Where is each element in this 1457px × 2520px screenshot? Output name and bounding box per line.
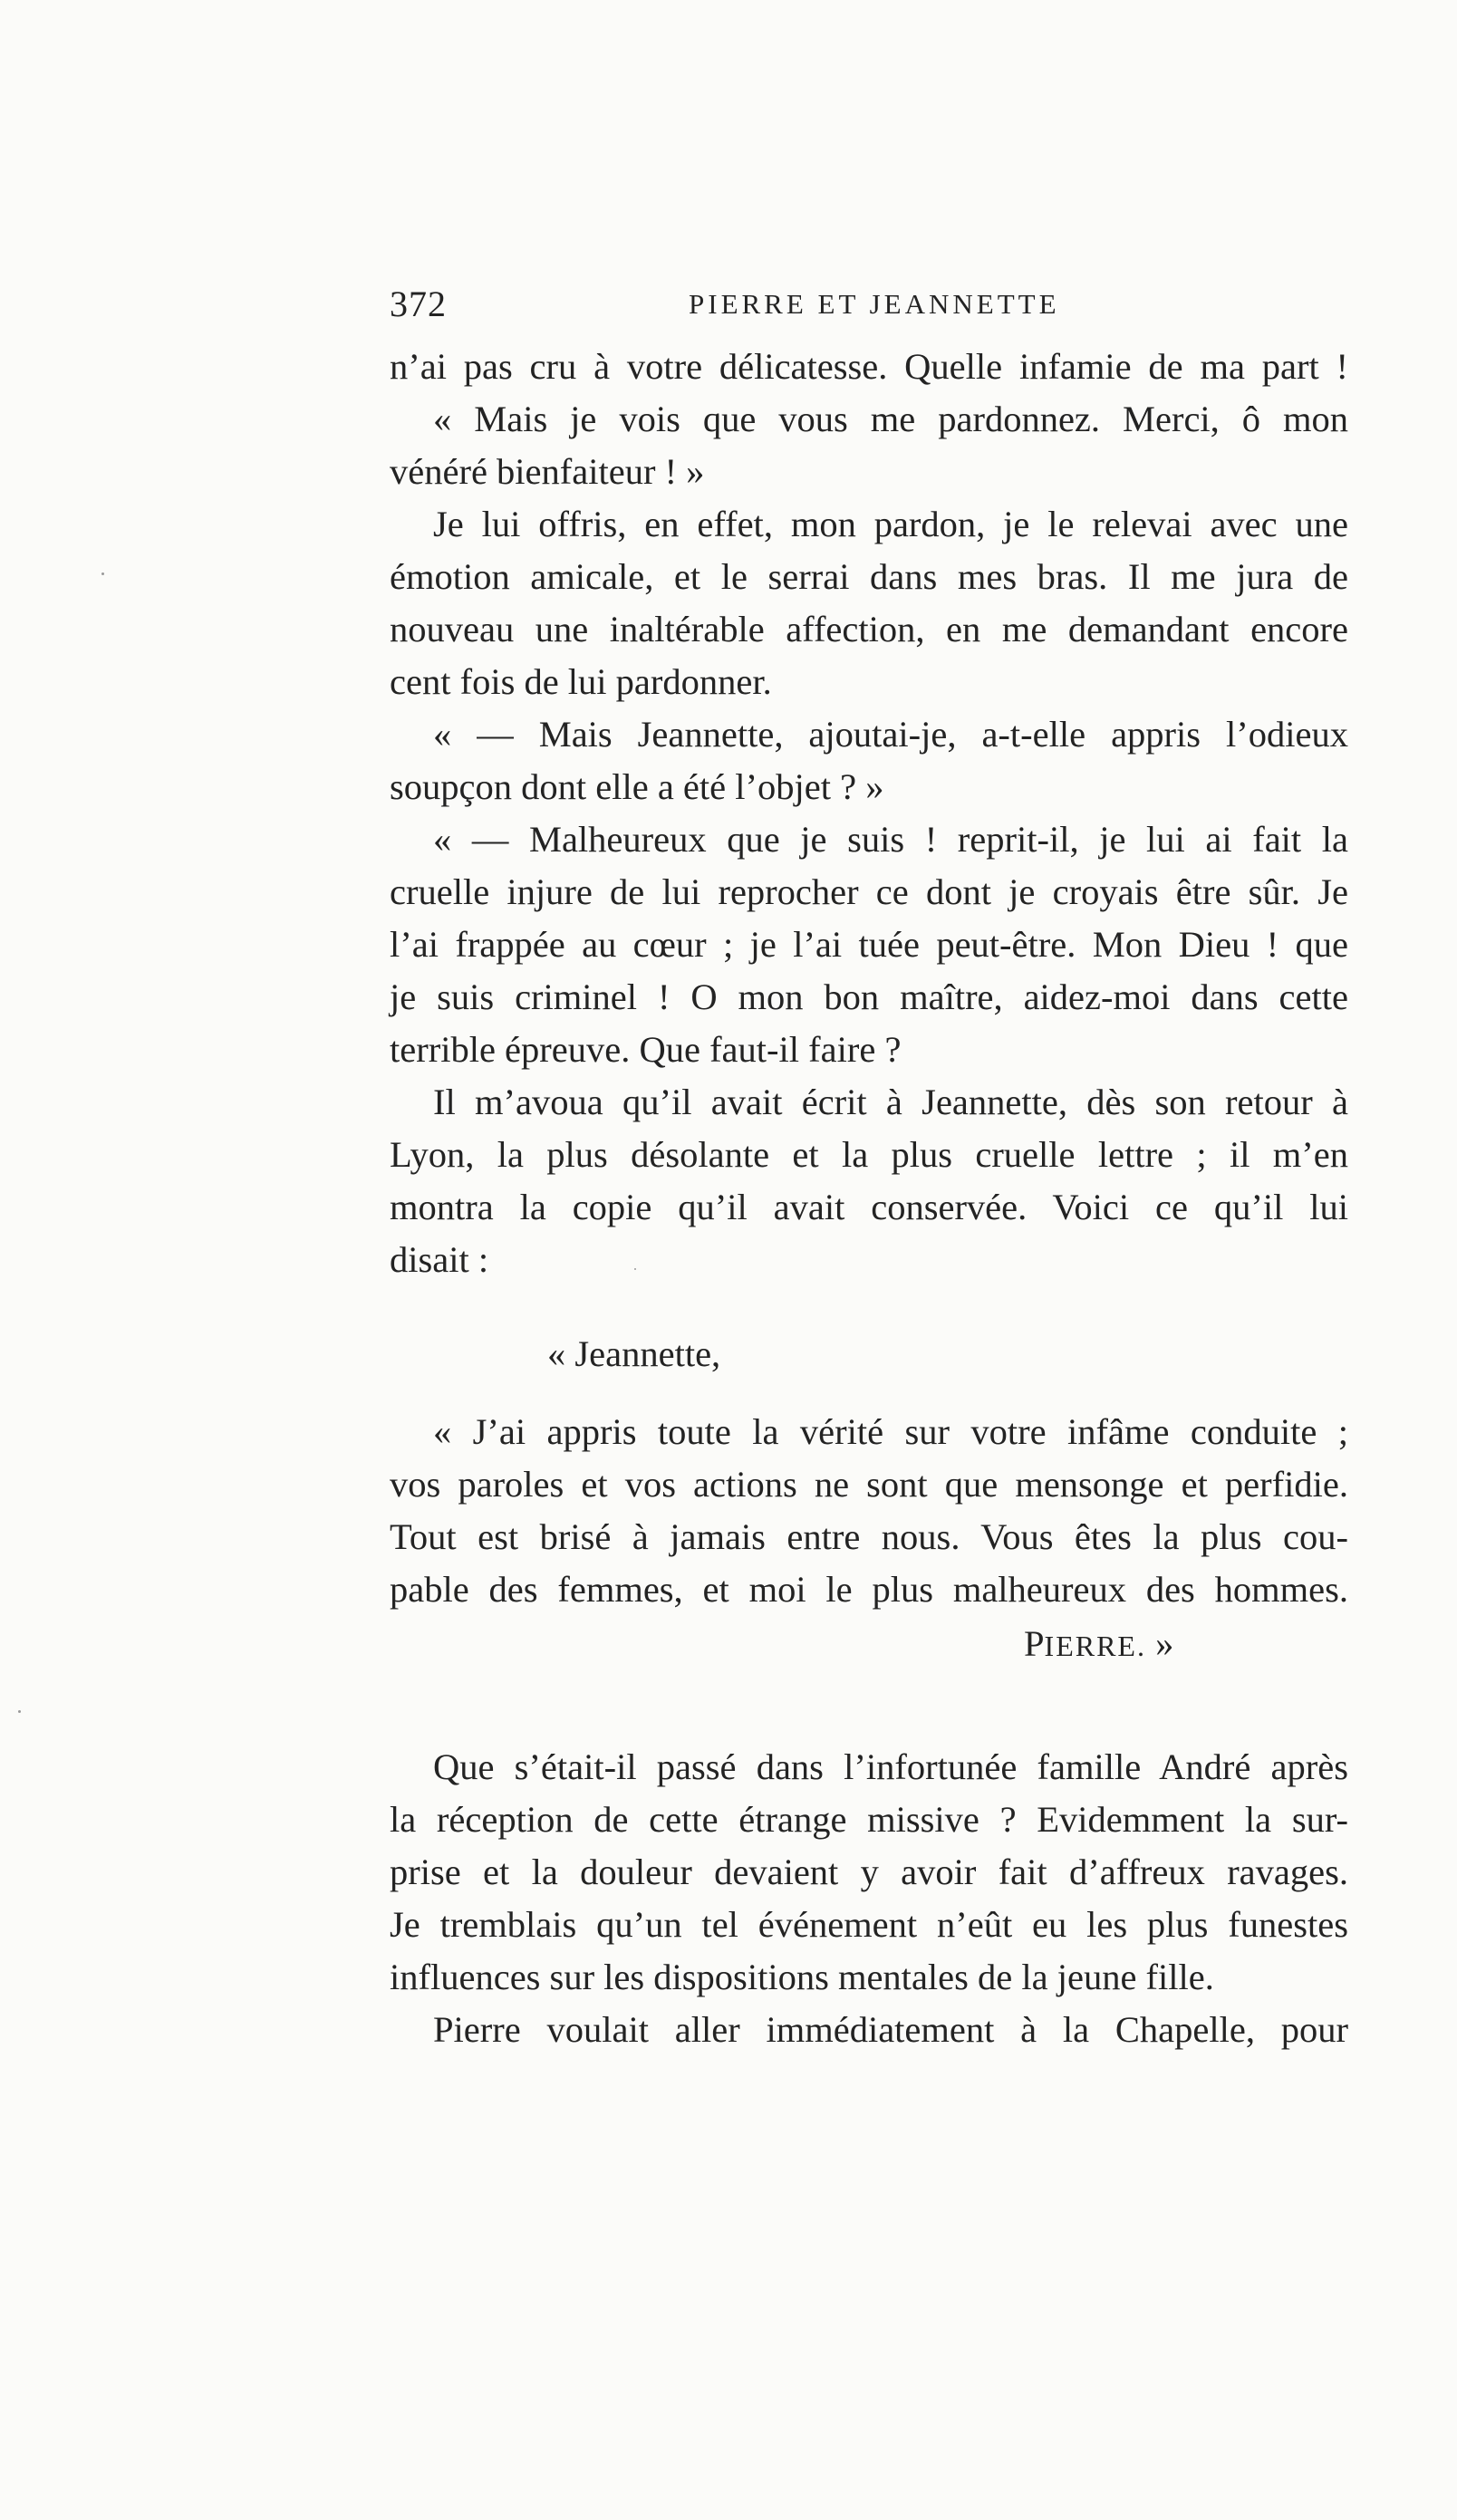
text-line: l’ai frappée au cœur ; je l’ai tuée peut-être. Mon Dieu ! que xyxy=(390,924,1348,965)
letter-line: Tout est brisé à jamais entre nous. Vous êtes la plus cou- xyxy=(390,1516,1348,1557)
page-header xyxy=(390,283,1350,337)
text-line: terrible épreuve. Que faut-il faire ? xyxy=(390,1029,902,1070)
text-line: la réception de cette étrange missive ? Evidemment la sur- xyxy=(390,1799,1348,1840)
text-line: vénéré bienfaiteur ! » xyxy=(390,451,705,492)
paper-speck xyxy=(634,1268,636,1270)
text-line: Je lui offris, en effet, mon pardon, je le relevai avec une xyxy=(433,504,1348,544)
paper-speck xyxy=(101,572,104,575)
text-line: soupçon dont elle a été l’objet ? » xyxy=(390,766,884,807)
text-line: influences sur les dispositions mentales de la jeune fille. xyxy=(390,1957,1214,1997)
text-line: « — Mais Jeannette, ajoutai-je, a-t-elle appris l’odieux xyxy=(433,714,1348,755)
letter-line: pable des femmes, et moi le plus malheureux des hommes. xyxy=(390,1569,1348,1610)
signature-initial: P xyxy=(1024,1623,1045,1664)
text-line: Pierre voulait aller immédiatement à la Chapelle, pour xyxy=(433,2009,1348,2050)
text-line: je suis criminel ! O mon bon maître, aidez-moi dans cette xyxy=(390,976,1348,1017)
text-line: cent fois de lui pardonner. xyxy=(390,661,772,702)
page-number: 372 xyxy=(390,284,447,324)
signature-close: » xyxy=(1145,1623,1174,1664)
text-line: Il m’avoua qu’il avait écrit à Jeannette, dès son retour à xyxy=(433,1082,1348,1122)
text-line: Que s’était-il passé dans l’infortunée famille André après xyxy=(433,1746,1348,1787)
text-line: n’ai pas cru à votre délicatesse. Quelle infamie de ma part ! xyxy=(390,346,1348,387)
running-title: PIERRE ET JEANNETTE xyxy=(689,288,1060,320)
text-line: disait : xyxy=(390,1239,489,1280)
letter-line: vos paroles et vos actions ne sont que mensonge et perfidie. xyxy=(390,1464,1348,1505)
text-line: cruelle injure de lui reprocher ce dont je croyais être sûr. Je xyxy=(390,871,1348,912)
paper-speck xyxy=(18,1710,21,1713)
text-line: nouveau une inaltérable affection, en me demandant encore xyxy=(390,609,1348,649)
text-line: Lyon, la plus désolante et la plus cruelle lettre ; il m’en xyxy=(390,1134,1348,1175)
text-line: montra la copie qu’il avait conservée. Voici ce qu’il lui xyxy=(390,1187,1348,1227)
letter-signature xyxy=(1024,1618,1348,1670)
signature-name: IERRE. xyxy=(1044,1630,1146,1662)
text-line: émotion amicale, et le serrai dans mes bras. Il me jura de xyxy=(390,556,1348,597)
text-line: Je tremblais qu’un tel événement n’eût eu les plus funestes xyxy=(390,1904,1348,1945)
text-line: prise et la douleur devaient y avoir fait d’affreux ravages. xyxy=(390,1852,1348,1892)
text-line: « — Malheureux que je suis ! reprit-il, je lui ai fait la xyxy=(433,819,1348,860)
letter-salutation: « Jeannette, xyxy=(547,1333,721,1374)
text-line: « Mais je vois que vous me pardonnez. Merci, ô mon xyxy=(433,399,1348,439)
letter-line: « J’ai appris toute la vérité sur votre infâme conduite ; xyxy=(433,1411,1348,1452)
